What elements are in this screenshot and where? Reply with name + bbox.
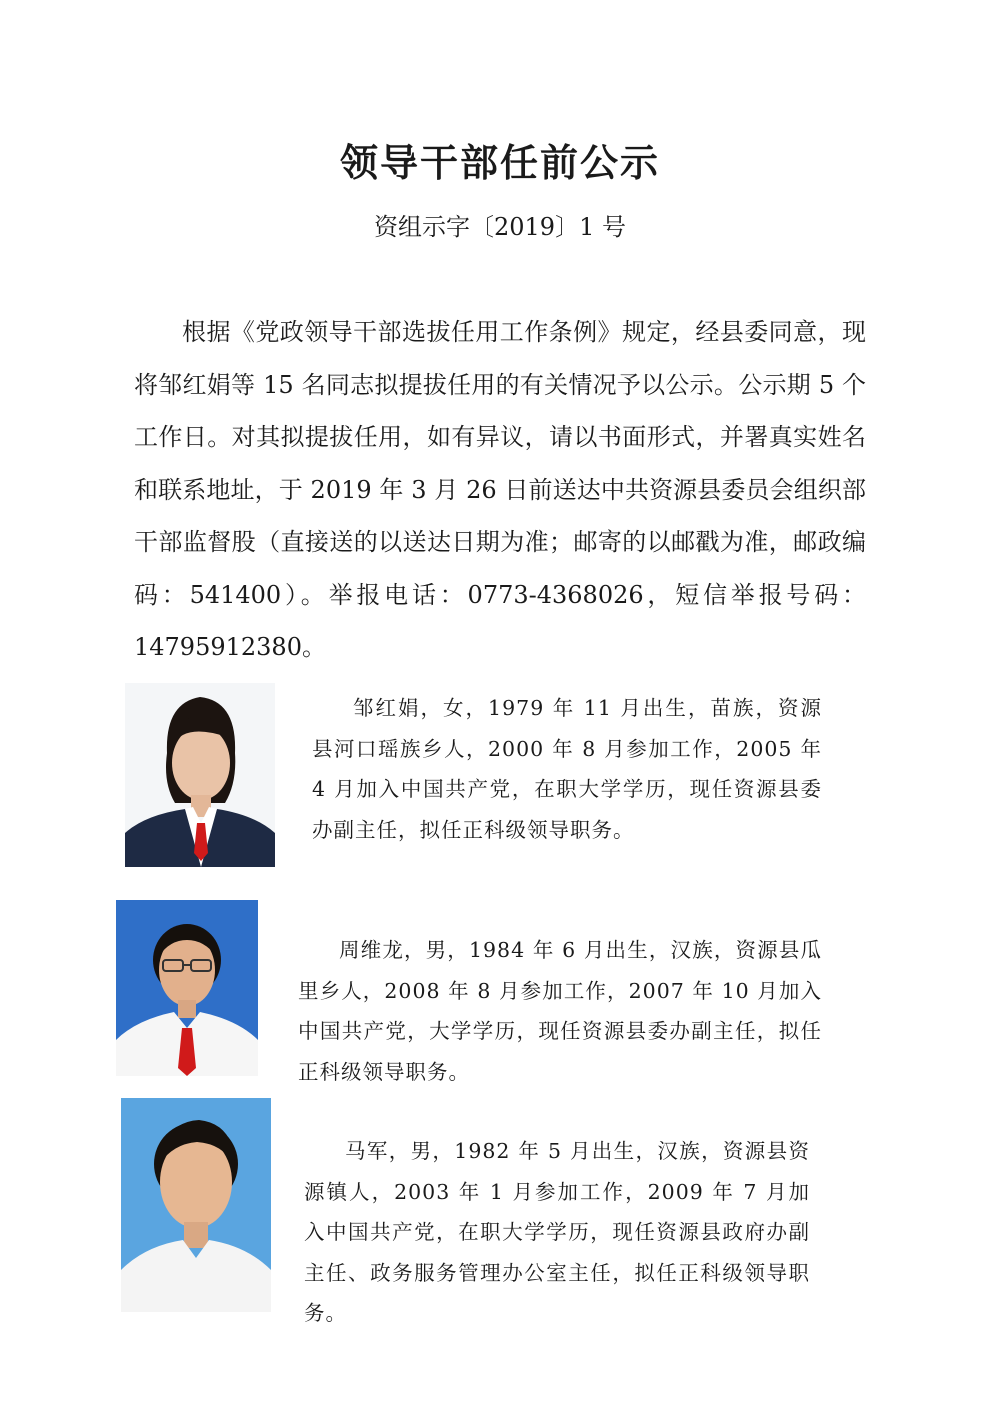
candidate-photo-3 — [121, 1098, 271, 1312]
page-title: 领导干部任前公示 — [339, 140, 660, 185]
candidate-photo-2 — [116, 900, 258, 1076]
notice-body: 根据《党政领导干部选拔任用工作条例》规定，经县委同意，现将邹红娟等 15 名同志拟提拔任用的有关情况予以公示。公示期 5 个工作日。对其拟提拔任用，如有异议，请以书面形式，并署真实姓名和联系地址，于 2019 年 3 月 26 日前送达中共资源县委员会组织部干部监督股（直接送的以送达日期为准；邮寄的以邮戳为准，邮政编码：541400）。举报电话：0773-4368026，短信举报号码：14795912380。 — [134, 318, 866, 661]
candidate-bio-3: 马军，男，1982 年 5 月出生，汉族，资源县资源镇人，2003 年 1 月参加工作，2009 年 7 月加入中国共产党，在职大学学历，现任资源县政府办副主任、政务服务管理办公室主任，拟任正科级领导职务。 — [304, 1139, 810, 1325]
candidate-photo-1 — [125, 683, 275, 867]
document-number: 资组示字〔2019〕1 号 — [374, 213, 626, 241]
candidate-bio-1: 邹红娟，女，1979 年 11 月出生，苗族，资源县河口瑶族乡人，2000 年 8 月参加工作，2005 年 4 月加入中国共产党，在职大学学历，现任资源县委办副主任，拟任正科级领导职务。 — [312, 696, 822, 842]
candidate-bio-2: 周维龙，男，1984 年 6 月出生，汉族，资源县瓜里乡人，2008 年 8 月参加工作，2007 年 10 月加入中国共产党，大学学历，现任资源县委办副主任，拟任正科级领导职务。 — [298, 938, 822, 1084]
